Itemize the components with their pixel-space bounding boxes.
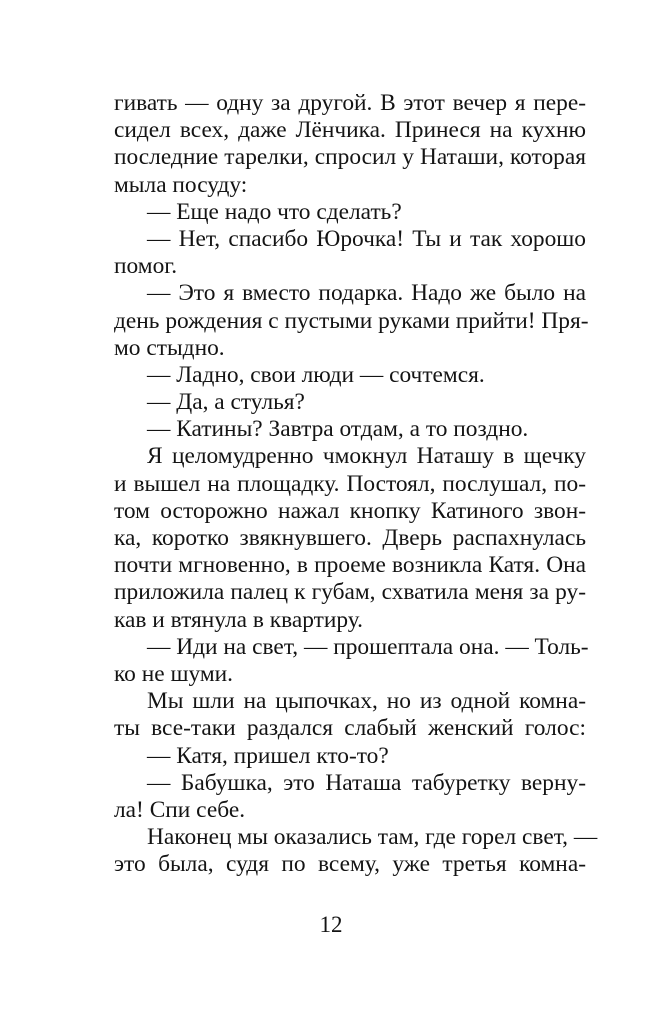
text-line: — Нет, спасибо Юрочка! Ты и так хорошо: [147, 225, 586, 252]
text-line: — Катины? Завтра отдам, а то поздно.: [147, 416, 529, 443]
text-line: мыла посуду:: [114, 171, 248, 198]
text-line: это была, судя по всему, уже третья комна-: [114, 851, 586, 878]
text-line: — Еще надо что сделать?: [147, 198, 402, 225]
book-page-text: [114, 90, 598, 878]
text-line: — Это я вместо подарка. Надо же было на: [147, 280, 586, 307]
text-line: — Да, а стулья?: [147, 389, 305, 416]
text-line: мо стыдно.: [114, 334, 225, 361]
text-line: кав и втянула в квартиру.: [114, 606, 363, 633]
text-line: ка, коротко звякнувшего. Дверь распахнулась: [114, 525, 586, 551]
text-line: Я целомудренно чмокнул Наташу в щечку: [147, 443, 586, 470]
text-line: — Бабушка, это Наташа табуретку верну-: [147, 769, 586, 796]
text-line: последние тарелки, спросил у Наташи, которая: [114, 144, 586, 171]
text-line: ла! Спи себе.: [114, 796, 246, 823]
text-line: сидел всех, даже Лёнчика. Принеся на кухню: [114, 117, 586, 144]
text-line: гивать — одну за другой. В этот вечер я пере-: [114, 90, 586, 116]
text-line: ты все-таки раздался слабый женский голос:: [114, 715, 586, 742]
text-line: почти мгновенно, в проеме возникла Катя. Она: [114, 552, 586, 579]
text-line: — Ладно, свои люди — сочтемся.: [147, 361, 485, 388]
text-line: день рождения с пустыми руками прийти! Пря-: [114, 307, 589, 334]
text-line: — Катя, пришел кто-то?: [147, 742, 389, 769]
text-line: том осторожно нажал кнопку Катиного звон-: [114, 497, 586, 524]
text-line: ко не шуми.: [114, 660, 234, 687]
text-line: приложила палец к губам, схватила меня за ру-: [114, 579, 586, 606]
text-line: — Иди на свет, — прошептала она. — Толь-: [147, 633, 589, 660]
text-line: помог.: [114, 253, 178, 280]
text-line: Наконец мы оказались там, где горел свет, —: [147, 824, 598, 851]
page-number: 12: [319, 912, 343, 937]
text-line: Мы шли на цыпочках, но из одной комна-: [147, 688, 586, 715]
text-line: и вышел на площадку. Постоял, послушал, по-: [114, 470, 586, 497]
